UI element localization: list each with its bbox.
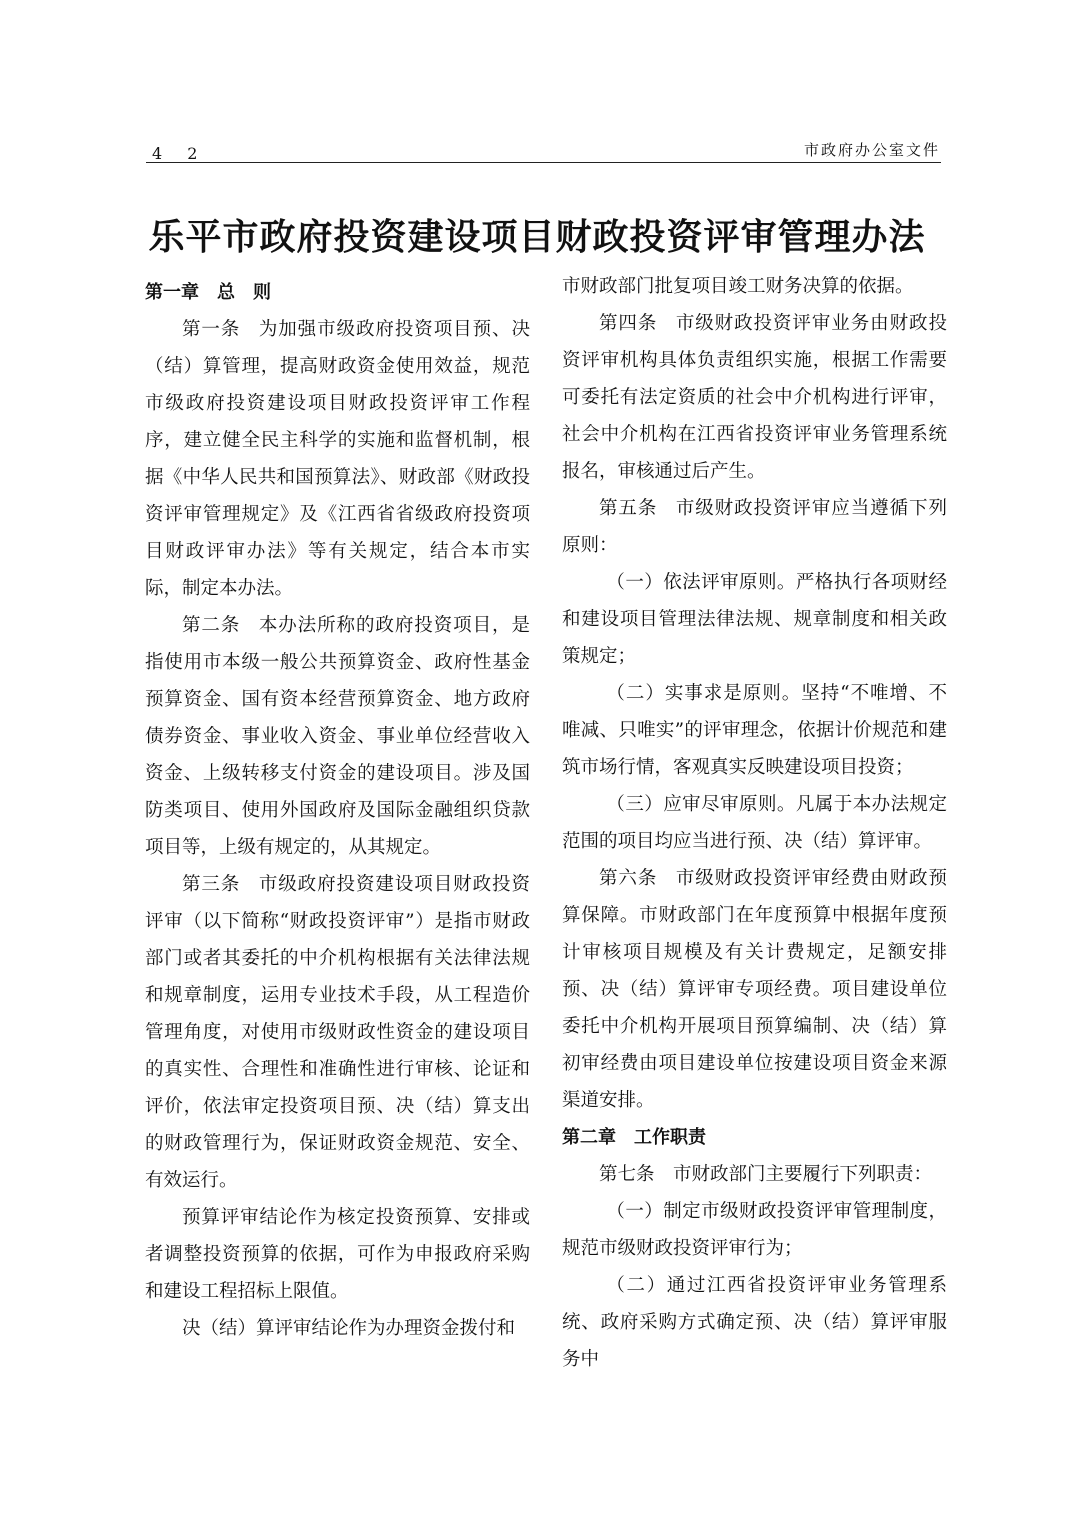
document-title: 乐平市政府投资建设项目财政投资评审管理办法: [148, 217, 926, 259]
article-5-item-3: （三）应审尽审原则。凡属于本办法规定范围的项目均应当进行预、决（结）算评审。: [562, 794, 947, 852]
article-3-paragraph-2: 预算评审结论作为核定投资预算、安排或者调整投资预算的依据，可作为申报政府采购和建设工程招标上限值。: [145, 1207, 530, 1302]
article-5-item-2: （二）实事求是原则。坚持“不唯增、不唯减、只唯实”的评审理念，依据计价规范和建筑市场行情，客观真实反映建设项目投资；: [562, 683, 947, 778]
article-6: [562, 860, 947, 1119]
article-4: [562, 305, 947, 490]
article-5: [562, 490, 947, 564]
article-5-text: 市级财政投资评审应当遵循下列原则：: [562, 498, 947, 556]
article-4-text: 市级财政投资评审业务由财政投资评审机构具体负责组织实施，根据工作需要可委托有法定资质的社会中介机构进行评审，社会中介机构在江西省投资评审业务管理系统报名，审核通过后产生。: [562, 313, 947, 482]
article-7-text: 市财政部门主要履行下列职责：: [673, 1164, 933, 1185]
article-3: [145, 866, 530, 1199]
page-number: 4 2: [152, 144, 208, 163]
chapter-2-heading: 第二章 工作职责: [562, 1127, 706, 1148]
right-text-column: [562, 268, 947, 1378]
article-7: [562, 1156, 947, 1193]
article-2-label: 第二条: [182, 615, 241, 636]
article-3-continued: 市财政部门批复项目竣工财务决算的依据。: [562, 276, 914, 297]
article-7-label: 第七条: [599, 1164, 655, 1185]
article-2: [145, 607, 530, 866]
left-text-column: [145, 268, 530, 1347]
article-6-text: 市级财政投资评审经费由财政预算保障。市财政部门在年度预算中根据年度预计审核项目规模及有关计费规定，足额安排预、决（结）算评审专项经费。项目建设单位委托中介机构开展项目预算编制、决（结）算初审经费由项目建设单位按建设项目资金来源渠道安排。: [562, 868, 947, 1111]
article-3-label: 第三条: [182, 874, 241, 895]
chapter-1-heading: 第一章 总 则: [145, 282, 271, 303]
article-6-label: 第六条: [599, 868, 658, 889]
article-3-text: 市级政府投资建设项目财政投资评审（以下简称“财政投资评审”）是指市财政部门或者其委托的中介机构根据有关法律法规和规章制度，运用专业技术手段，从工程造价管理角度，对使用市级财政性资金的建设项目的真实性、合理性和准确性进行审核、论证和评价，依法审定投资项目预、决（结）算支出的财政管理行为，保证财政资金规范、安全、有效运行。: [145, 874, 530, 1191]
document-source-label: 市政府办公室文件: [803, 141, 940, 159]
article-5-item-1: （一）依法评审原则。严格执行各项财经和建设项目管理法律法规、规章制度和相关政策规定；: [562, 572, 947, 667]
article-7-item-2: （二）通过江西省投资评审业务管理系统、政府采购方式确定预、决（结）算评审服务中: [562, 1275, 947, 1370]
article-1-label: 第一条: [182, 319, 241, 340]
article-2-text: 本办法所称的政府投资项目，是指使用市本级一般公共预算资金、政府性基金预算资金、国有资本经营预算资金、地方政府债券资金、事业收入资金、事业单位经营收入资金、上级转移支付资金的建设项目。涉及国防类项目、使用外国政府及国际金融组织贷款项目等，上级有规定的，从其规定。: [145, 615, 530, 858]
article-4-label: 第四条: [599, 313, 658, 334]
article-5-label: 第五条: [599, 498, 658, 519]
header-divider: [146, 162, 941, 163]
article-1-text: 为加强市级政府投资项目预、决（结）算管理，提高财政资金使用效益，规范市级政府投资建设项目财政投资评审工作程序，建立健全民主科学的实施和监督机制，根据《中华人民共和国预算法》、财政部《财政投资评审管理规定》及《江西省省级政府投资项目财政评审办法》等有关规定，结合本市实际，制定本办法。: [145, 319, 530, 599]
article-7-item-1: （一）制定市级财政投资评审管理制度，规范市级财政投资评审行为；: [562, 1201, 947, 1259]
article-1: [145, 311, 530, 607]
article-3-paragraph-3: 决（结）算评审结论作为办理资金拨付和: [182, 1318, 516, 1339]
